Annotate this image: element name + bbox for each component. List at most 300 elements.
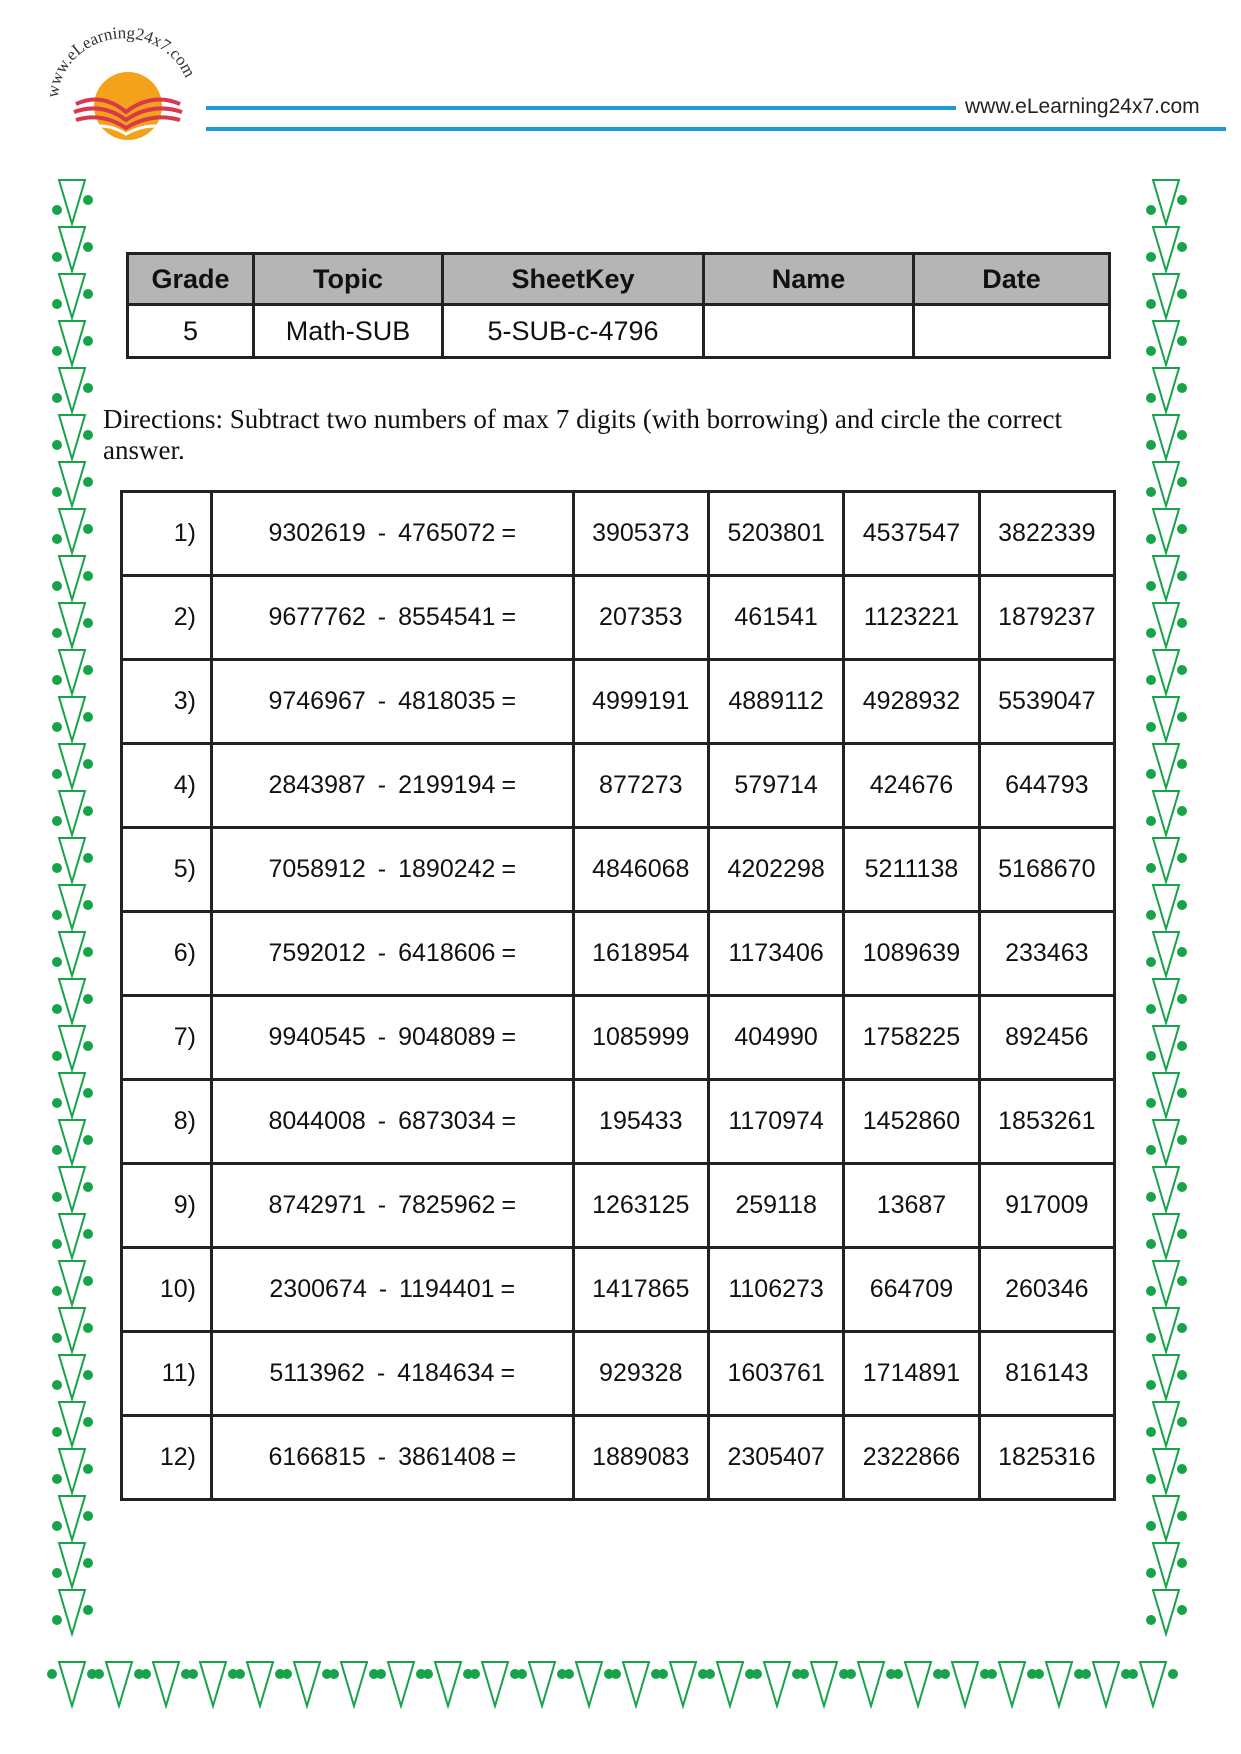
border-dot xyxy=(1177,759,1187,769)
problem-table xyxy=(120,490,1116,1501)
border-dot xyxy=(52,816,62,826)
operator: - xyxy=(377,687,387,715)
border-dot xyxy=(83,571,93,581)
operand-b: 4184634 xyxy=(397,1359,495,1387)
answer-choice[interactable]: 1825316 xyxy=(979,1416,1114,1500)
problem-number: 1) xyxy=(122,492,212,576)
border-dot xyxy=(1177,477,1187,487)
answer-choice[interactable]: 1758225 xyxy=(844,996,979,1080)
answer-choice[interactable]: 13687 xyxy=(844,1164,979,1248)
border-dot xyxy=(1177,1229,1187,1239)
border-dot xyxy=(1177,1370,1187,1380)
problem-number: 7) xyxy=(122,996,212,1080)
problem-number: 5) xyxy=(122,828,212,912)
operator: - xyxy=(377,855,387,883)
logo-sun xyxy=(94,72,162,140)
problem-row xyxy=(122,1416,1115,1500)
answer-choice[interactable]: 1263125 xyxy=(573,1164,708,1248)
border-dot xyxy=(329,1669,339,1679)
border-triangle xyxy=(1153,1355,1179,1399)
answer-choice[interactable]: 2322866 xyxy=(844,1416,979,1500)
problem-row xyxy=(122,576,1115,660)
answer-choice[interactable]: 5211138 xyxy=(844,828,979,912)
border-dot xyxy=(1177,1182,1187,1192)
date-field[interactable] xyxy=(914,305,1110,358)
answer-choice[interactable]: 1085999 xyxy=(573,996,708,1080)
border-dot xyxy=(52,346,62,356)
border-triangle xyxy=(59,1543,85,1587)
equals-sign: = xyxy=(500,1275,516,1303)
problem-row xyxy=(122,744,1115,828)
answer-choice[interactable]: 3905373 xyxy=(573,492,708,576)
border-triangle xyxy=(811,1662,837,1706)
answer-choice[interactable]: 207353 xyxy=(573,576,708,660)
border-triangle xyxy=(59,1355,85,1399)
answer-choice[interactable]: 1170974 xyxy=(708,1080,843,1164)
answer-choice[interactable]: 1618954 xyxy=(573,912,708,996)
border-triangle xyxy=(59,1662,85,1706)
border-triangle xyxy=(1153,885,1179,929)
answer-choice[interactable]: 892456 xyxy=(979,996,1114,1080)
border-dot xyxy=(282,1669,292,1679)
border-triangle xyxy=(1153,1402,1179,1446)
problem-number: 10) xyxy=(122,1248,212,1332)
border-triangle xyxy=(1140,1662,1166,1706)
grade-header: Grade xyxy=(128,254,254,305)
border-dot xyxy=(799,1669,809,1679)
border-dot xyxy=(52,534,62,544)
operand-a: 2300674 xyxy=(269,1275,367,1303)
name-field[interactable] xyxy=(704,305,914,358)
border-triangle xyxy=(59,1167,85,1211)
border-dot xyxy=(83,195,93,205)
problem-number: 8) xyxy=(122,1080,212,1164)
border-dot xyxy=(1177,994,1187,1004)
border-triangle xyxy=(59,744,85,788)
answer-choice[interactable]: 5203801 xyxy=(708,492,843,576)
border-triangle xyxy=(1153,1026,1179,1070)
border-dot xyxy=(1146,346,1156,356)
border-triangle xyxy=(952,1662,978,1706)
border-dot xyxy=(1146,205,1156,215)
border-triangle xyxy=(59,838,85,882)
border-dot xyxy=(83,242,93,252)
border-triangle xyxy=(1046,1662,1072,1706)
border-dot xyxy=(52,581,62,591)
border-triangle xyxy=(1153,838,1179,882)
border-triangle xyxy=(1153,744,1179,788)
border-dot xyxy=(83,1276,93,1286)
info-table xyxy=(126,252,1111,359)
elearning-logo xyxy=(40,22,210,152)
border-dot xyxy=(52,1004,62,1014)
border-triangle xyxy=(59,1120,85,1164)
operator: - xyxy=(377,603,387,631)
border-dot xyxy=(1146,1051,1156,1061)
border-dot xyxy=(1177,1417,1187,1427)
border-dot xyxy=(83,383,93,393)
border-dot xyxy=(1177,806,1187,816)
border-dot xyxy=(52,440,62,450)
border-dot xyxy=(52,1286,62,1296)
border-dot xyxy=(1177,900,1187,910)
border-dot xyxy=(1146,393,1156,403)
border-triangle xyxy=(1153,979,1179,1023)
border-dot xyxy=(752,1669,762,1679)
operand-a: 7058912 xyxy=(268,855,366,883)
border-triangle xyxy=(59,1496,85,1540)
problem-row xyxy=(122,1080,1115,1164)
border-dot xyxy=(1146,675,1156,685)
border-triangle xyxy=(106,1662,132,1706)
border-triangle xyxy=(59,791,85,835)
border-triangle xyxy=(59,1402,85,1446)
border-triangle xyxy=(1153,1449,1179,1493)
answer-choice[interactable]: 929328 xyxy=(573,1332,708,1416)
grade-value: 5 xyxy=(128,305,254,358)
answer-choice[interactable]: 1089639 xyxy=(844,912,979,996)
border-dot xyxy=(52,1427,62,1437)
border-dot xyxy=(1146,534,1156,544)
border-dot xyxy=(1146,910,1156,920)
answer-choice[interactable]: 461541 xyxy=(708,576,843,660)
border-dot xyxy=(470,1669,480,1679)
equals-sign: = xyxy=(501,1191,517,1219)
answer-choice[interactable]: 2305407 xyxy=(708,1416,843,1500)
border-dot xyxy=(1146,1521,1156,1531)
problem-number: 12) xyxy=(122,1416,212,1500)
border-triangle xyxy=(59,1261,85,1305)
answer-choice[interactable]: 1714891 xyxy=(844,1332,979,1416)
border-dot xyxy=(141,1669,151,1679)
border-triangle xyxy=(59,368,85,412)
problem-number: 3) xyxy=(122,660,212,744)
border-dot xyxy=(1146,1192,1156,1202)
answer-choice[interactable]: 917009 xyxy=(979,1164,1114,1248)
answer-choice[interactable]: 4846068 xyxy=(573,828,708,912)
border-triangle xyxy=(59,1590,85,1634)
border-triangle xyxy=(905,1662,931,1706)
date-header: Date xyxy=(914,254,1110,305)
border-triangle xyxy=(1153,1543,1179,1587)
border-dot xyxy=(846,1669,856,1679)
operand-a: 9677762 xyxy=(268,603,366,631)
border-dot xyxy=(83,1135,93,1145)
problem-expression xyxy=(211,1080,573,1164)
border-triangle xyxy=(59,1214,85,1258)
operand-b: 8554541 xyxy=(398,603,496,631)
answer-choice[interactable]: 5539047 xyxy=(979,660,1114,744)
border-dot xyxy=(517,1669,527,1679)
operand-b: 6418606 xyxy=(398,939,496,967)
border-triangle xyxy=(858,1662,884,1706)
border-triangle xyxy=(59,1308,85,1352)
operand-a: 8044008 xyxy=(268,1107,366,1135)
border-dot xyxy=(1128,1669,1138,1679)
border-dot xyxy=(1177,571,1187,581)
border-triangle xyxy=(341,1662,367,1706)
border-triangle xyxy=(1153,180,1179,224)
operand-b: 9048089 xyxy=(398,1023,496,1051)
problem-row xyxy=(122,828,1115,912)
problem-row xyxy=(122,660,1115,744)
equals-sign: = xyxy=(501,1107,517,1135)
border-triangle xyxy=(1153,415,1179,459)
equals-sign: = xyxy=(501,939,517,967)
answer-choice[interactable]: 3822339 xyxy=(979,492,1114,576)
answer-choice[interactable]: 4537547 xyxy=(844,492,979,576)
border-dot xyxy=(1177,1088,1187,1098)
answer-choice[interactable]: 424676 xyxy=(844,744,979,828)
problem-row xyxy=(122,912,1115,996)
equals-sign: = xyxy=(501,855,517,883)
border-triangle xyxy=(623,1662,649,1706)
operand-b: 1194401 xyxy=(399,1275,495,1303)
border-dot xyxy=(52,205,62,215)
border-triangle xyxy=(59,227,85,271)
border-triangle xyxy=(999,1662,1025,1706)
site-url: www.eLearning24x7.com xyxy=(965,95,1200,118)
problem-number: 6) xyxy=(122,912,212,996)
border-dot xyxy=(893,1669,903,1679)
border-triangle xyxy=(482,1662,508,1706)
border-dot xyxy=(83,1041,93,1051)
border-triangle xyxy=(59,180,85,224)
border-dot xyxy=(1168,1669,1178,1679)
problem-expression xyxy=(211,576,573,660)
operator: - xyxy=(377,519,387,547)
problem-expression xyxy=(211,660,573,744)
answer-choice[interactable]: 1853261 xyxy=(979,1080,1114,1164)
border-dot xyxy=(705,1669,715,1679)
border-triangle xyxy=(576,1662,602,1706)
border-dot xyxy=(83,289,93,299)
equals-sign: = xyxy=(501,603,517,631)
answer-choice[interactable]: 4202298 xyxy=(708,828,843,912)
problem-expression xyxy=(211,912,573,996)
problem-row xyxy=(122,1164,1115,1248)
border-dot xyxy=(1081,1669,1091,1679)
problem-expression xyxy=(211,744,573,828)
answer-choice[interactable]: 877273 xyxy=(573,744,708,828)
problem-row xyxy=(122,492,1115,576)
border-dot xyxy=(1177,853,1187,863)
border-triangle xyxy=(59,274,85,318)
border-triangle xyxy=(59,462,85,506)
border-dot xyxy=(1146,1474,1156,1484)
border-dot xyxy=(83,947,93,957)
info-header-row xyxy=(128,254,1110,305)
border-dot xyxy=(376,1669,386,1679)
border-triangle xyxy=(1153,1261,1179,1305)
answer-choice[interactable]: 1173406 xyxy=(708,912,843,996)
border-triangle xyxy=(1153,650,1179,694)
border-dot xyxy=(52,957,62,967)
border-dot xyxy=(1146,1286,1156,1296)
border-dot xyxy=(1146,1098,1156,1108)
border-dot xyxy=(1177,1464,1187,1474)
problem-expression xyxy=(211,828,573,912)
border-triangle xyxy=(1153,603,1179,647)
sheetkey-header: SheetKey xyxy=(443,254,704,305)
answer-choice[interactable]: 1889083 xyxy=(573,1416,708,1500)
border-dot xyxy=(1177,430,1187,440)
border-dot xyxy=(52,722,62,732)
border-dot xyxy=(1146,1427,1156,1437)
answer-choice[interactable]: 404990 xyxy=(708,996,843,1080)
equals-sign: = xyxy=(500,1359,516,1387)
border-dot xyxy=(52,252,62,262)
operand-b: 4765072 xyxy=(398,519,496,547)
answer-choice[interactable]: 1603761 xyxy=(708,1332,843,1416)
border-dot xyxy=(83,1558,93,1568)
problem-expression xyxy=(211,1332,573,1416)
border-triangle xyxy=(1153,932,1179,976)
answer-choice[interactable]: 664709 xyxy=(844,1248,979,1332)
border-dot xyxy=(1177,947,1187,957)
border-triangle xyxy=(153,1662,179,1706)
border-triangle xyxy=(529,1662,555,1706)
answer-choice[interactable]: 233463 xyxy=(979,912,1114,996)
operand-a: 2843987 xyxy=(268,771,366,799)
border-dot xyxy=(1177,1605,1187,1615)
border-triangle xyxy=(59,509,85,553)
border-dot xyxy=(83,1370,93,1380)
border-dot xyxy=(83,1229,93,1239)
border-dot xyxy=(1177,1135,1187,1145)
border-dot xyxy=(52,675,62,685)
border-triangle xyxy=(1153,791,1179,835)
border-dot xyxy=(1146,252,1156,262)
border-dot xyxy=(83,1511,93,1521)
problem-number: 11) xyxy=(122,1332,212,1416)
border-triangle xyxy=(1153,1496,1179,1540)
border-triangle xyxy=(294,1662,320,1706)
problem-row xyxy=(122,1248,1115,1332)
problem-number: 9) xyxy=(122,1164,212,1248)
border-dot xyxy=(1146,1239,1156,1249)
sheetkey-value: 5-SUB-c-4796 xyxy=(443,305,704,358)
border-dot xyxy=(1146,1333,1156,1343)
header-line xyxy=(206,106,956,110)
border-dot xyxy=(83,806,93,816)
topic-header: Topic xyxy=(254,254,443,305)
answer-choice[interactable]: 1452860 xyxy=(844,1080,979,1164)
border-triangle xyxy=(1153,556,1179,600)
operator: - xyxy=(377,1107,387,1135)
border-dot xyxy=(52,487,62,497)
border-dot xyxy=(1146,863,1156,873)
answer-choice[interactable]: 816143 xyxy=(979,1332,1114,1416)
border-dot xyxy=(83,618,93,628)
operand-a: 6166815 xyxy=(268,1443,366,1471)
answer-choice[interactable]: 4928932 xyxy=(844,660,979,744)
answer-choice[interactable]: 1123221 xyxy=(844,576,979,660)
border-dot xyxy=(1146,769,1156,779)
border-dot xyxy=(1146,957,1156,967)
border-triangle xyxy=(59,979,85,1023)
border-dot xyxy=(94,1669,104,1679)
answer-choice[interactable]: 4999191 xyxy=(573,660,708,744)
answer-choice[interactable]: 644793 xyxy=(979,744,1114,828)
operator: - xyxy=(377,939,387,967)
operand-a: 8742971 xyxy=(268,1191,366,1219)
border-dot xyxy=(1146,628,1156,638)
answer-choice[interactable]: 579714 xyxy=(708,744,843,828)
border-dot xyxy=(52,769,62,779)
border-triangle xyxy=(59,885,85,929)
border-dot xyxy=(1177,712,1187,722)
border-dot xyxy=(1177,1323,1187,1333)
answer-choice[interactable]: 1879237 xyxy=(979,576,1114,660)
border-triangle xyxy=(59,603,85,647)
border-triangle xyxy=(1153,697,1179,741)
header-line xyxy=(206,127,1226,131)
border-dot xyxy=(1177,1558,1187,1568)
border-dot xyxy=(1177,336,1187,346)
answer-choice[interactable]: 1417865 xyxy=(573,1248,708,1332)
border-dot xyxy=(52,1568,62,1578)
border-triangle xyxy=(1153,509,1179,553)
border-dot xyxy=(1177,1511,1187,1521)
operand-b: 7825962 xyxy=(398,1191,496,1219)
border-dot xyxy=(52,910,62,920)
logo-text: www.eLearning24x7.com xyxy=(42,23,200,99)
answer-choice[interactable]: 195433 xyxy=(573,1080,708,1164)
border-dot xyxy=(1177,618,1187,628)
border-dot xyxy=(1146,816,1156,826)
operand-b: 4818035 xyxy=(398,687,496,715)
border-triangle xyxy=(1153,1308,1179,1352)
problem-number: 2) xyxy=(122,576,212,660)
border-dot xyxy=(1177,665,1187,675)
answer-choice[interactable]: 5168670 xyxy=(979,828,1114,912)
operand-b: 2199194 xyxy=(398,771,496,799)
border-dot xyxy=(83,336,93,346)
border-triangle xyxy=(1153,321,1179,365)
operator: - xyxy=(377,1443,387,1471)
border-dot xyxy=(83,1088,93,1098)
border-dot xyxy=(52,1521,62,1531)
border-dot xyxy=(52,1474,62,1484)
border-dot xyxy=(52,1098,62,1108)
problem-row xyxy=(122,1332,1115,1416)
border-dot xyxy=(83,477,93,487)
border-triangle xyxy=(1153,1167,1179,1211)
border-dot xyxy=(1146,1380,1156,1390)
border-dot xyxy=(1146,1615,1156,1625)
border-dot xyxy=(1177,1041,1187,1051)
operand-a: 9302619 xyxy=(268,519,366,547)
answer-choice[interactable]: 4889112 xyxy=(708,660,843,744)
border-dot xyxy=(52,1145,62,1155)
border-triangle xyxy=(1153,462,1179,506)
border-dot xyxy=(83,1182,93,1192)
border-dot xyxy=(1034,1669,1044,1679)
border-dot xyxy=(1177,289,1187,299)
border-dot xyxy=(987,1669,997,1679)
answer-choice[interactable]: 260346 xyxy=(979,1248,1114,1332)
border-dot xyxy=(83,1464,93,1474)
answer-choice[interactable]: 1106273 xyxy=(708,1248,843,1332)
directions-text: Directions: Subtract two numbers of max 7 digits (with borrowing) and circle the correct answer. xyxy=(103,404,1062,465)
equals-sign: = xyxy=(501,1023,517,1051)
answer-choice[interactable]: 259118 xyxy=(708,1164,843,1248)
border-triangle xyxy=(59,1073,85,1117)
topic-value: Math-SUB xyxy=(254,305,443,358)
operator: - xyxy=(377,771,387,799)
operand-b: 6873034 xyxy=(398,1107,496,1135)
